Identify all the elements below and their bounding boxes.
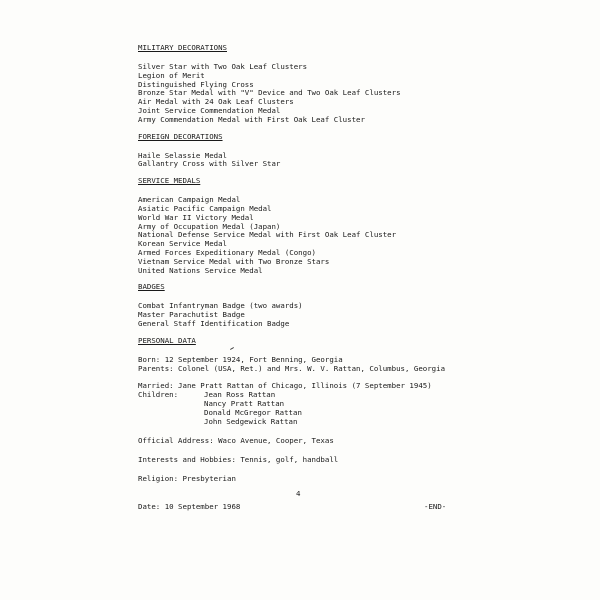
list-item: United Nations Service Medal — [138, 265, 263, 275]
list-item: Legion of Merit — [138, 70, 205, 80]
list-item: Haile Selassie Medal — [138, 150, 227, 160]
child-name: Donald McGregor Rattan — [204, 407, 302, 417]
service-medals-heading: SERVICE MEDALS — [138, 176, 201, 186]
list-item: Gallantry Cross with Silver Star — [138, 159, 281, 169]
end-marker: -END- — [424, 502, 447, 511]
list-item: Bronze Star Medal with "V" Device and Two Oak Leaf Clusters — [138, 88, 401, 98]
list-item: Combat Infantryman Badge (two awards) — [138, 301, 303, 311]
personal-data-heading: PERSONAL DATA — [138, 335, 196, 345]
list-item: Korean Service Medal — [138, 239, 227, 249]
list-item: World War II Victory Medal — [138, 212, 254, 222]
list-item: Asiatic Pacific Campaign Medal — [138, 203, 272, 213]
list-item: Silver Star with Two Oak Leaf Clusters — [138, 62, 308, 71]
list-item: Air Medal with 24 Oak Leaf Clusters — [138, 97, 294, 107]
child-name: Jean Ross Rattan — [204, 389, 276, 399]
list-item: Armed Forces Expeditionary Medal (Congo) — [138, 247, 316, 257]
married-line: Married: Jane Pratt Rattan of Chicago, Illinois (7 September 1945) — [138, 380, 432, 390]
child-name: Nancy Pratt Rattan — [204, 398, 285, 408]
parents-line: Parents: Colonel (USA, Ret.) and Mrs. W. V. Rattan, Columbus, Georgia — [138, 363, 446, 373]
list-item: Master Parachutist Badge — [138, 310, 245, 320]
list-item: National Defense Service Medal with First Oak Leaf Cluster — [138, 230, 397, 240]
list-item: Joint Service Commendation Medal — [138, 105, 281, 115]
religion-line: Religion: Presbyterian — [138, 473, 236, 483]
foreign-decorations-list — [138, 152, 468, 170]
official-address-line: Official Address: Waco Avenue, Cooper, Texas — [138, 435, 334, 445]
military-decorations-heading: MILITARY DECORATIONS — [138, 43, 227, 52]
list-item: General Staff Identification Badge — [138, 318, 290, 328]
date-line: Date: 10 September 1968 — [138, 502, 241, 511]
document-body: MILITARY DECORATIONS Silver Star with Two Oak Leaf Clusters Legion of Merit Distinguished Flying Cross Bronze Star Medal with "V" Device and Two Oak Leaf Clusters Air Medal with 24 Oak Leaf Clusters Joint Service Commendation Medal Army Commendation Medal with First Oak Leaf Cluster FOREIGN DECORATIONS Haile Selassie Medal Gallantry Cross with Silver Star SERVICE MEDALS American Campaign Medal Asiatic Pacific Campaign Medal World War II Victory Medal Army of Occupation Medal (Japan) National Defense Service Medal with First Oak Leaf Cluster Korean Service Medal Armed Forces Expeditionary Medal (Congo) Vietnam Service Medal with Two Bronze Stars United Nations Service Medal BADGES Combat Infantryman Badge (two awards) Master Parachutist Badge General Staff Identification Badge PERSONAL DATA Born: 12 September 1924, Fort Benning, Georgia Parents: Colonel (USA, Ret.) and Mrs. W. V. Rattan, Columbus, Georgia Married: Jane Pratt Rattan of Chicago, Illinois (7 September 1945) Children: Jean Ross Rattan Nancy Pratt Rattan Donald McGregor Rattan John Sedgewick Rattan Official Address: Waco Avenue, Cooper, Texas Interests and Hobbies: Tennis, golf, handball Religion: Presbyterian — [138, 44, 468, 484]
interests-line: Interests and Hobbies: Tennis, golf, handball — [138, 454, 339, 464]
list-item: Army Commendation Medal with First Oak Leaf Cluster — [138, 114, 365, 124]
foreign-decorations-heading: FOREIGN DECORATIONS — [138, 131, 223, 141]
list-item: Distinguished Flying Cross — [138, 79, 254, 89]
list-item: Army of Occupation Medal (Japan) — [138, 221, 281, 231]
child-name: John Sedgewick Rattan — [204, 416, 298, 426]
born-line: Born: 12 September 1924, Fort Benning, Georgia — [138, 354, 343, 364]
service-medals-list — [138, 196, 468, 275]
military-decorations-list — [138, 63, 468, 125]
badges-heading: BADGES — [138, 282, 165, 292]
page-number: 4 — [296, 489, 301, 498]
list-item: Vietnam Service Medal with Two Bronze Stars — [138, 256, 330, 266]
badges-list — [138, 302, 468, 328]
list-item: American Campaign Medal — [138, 195, 241, 205]
